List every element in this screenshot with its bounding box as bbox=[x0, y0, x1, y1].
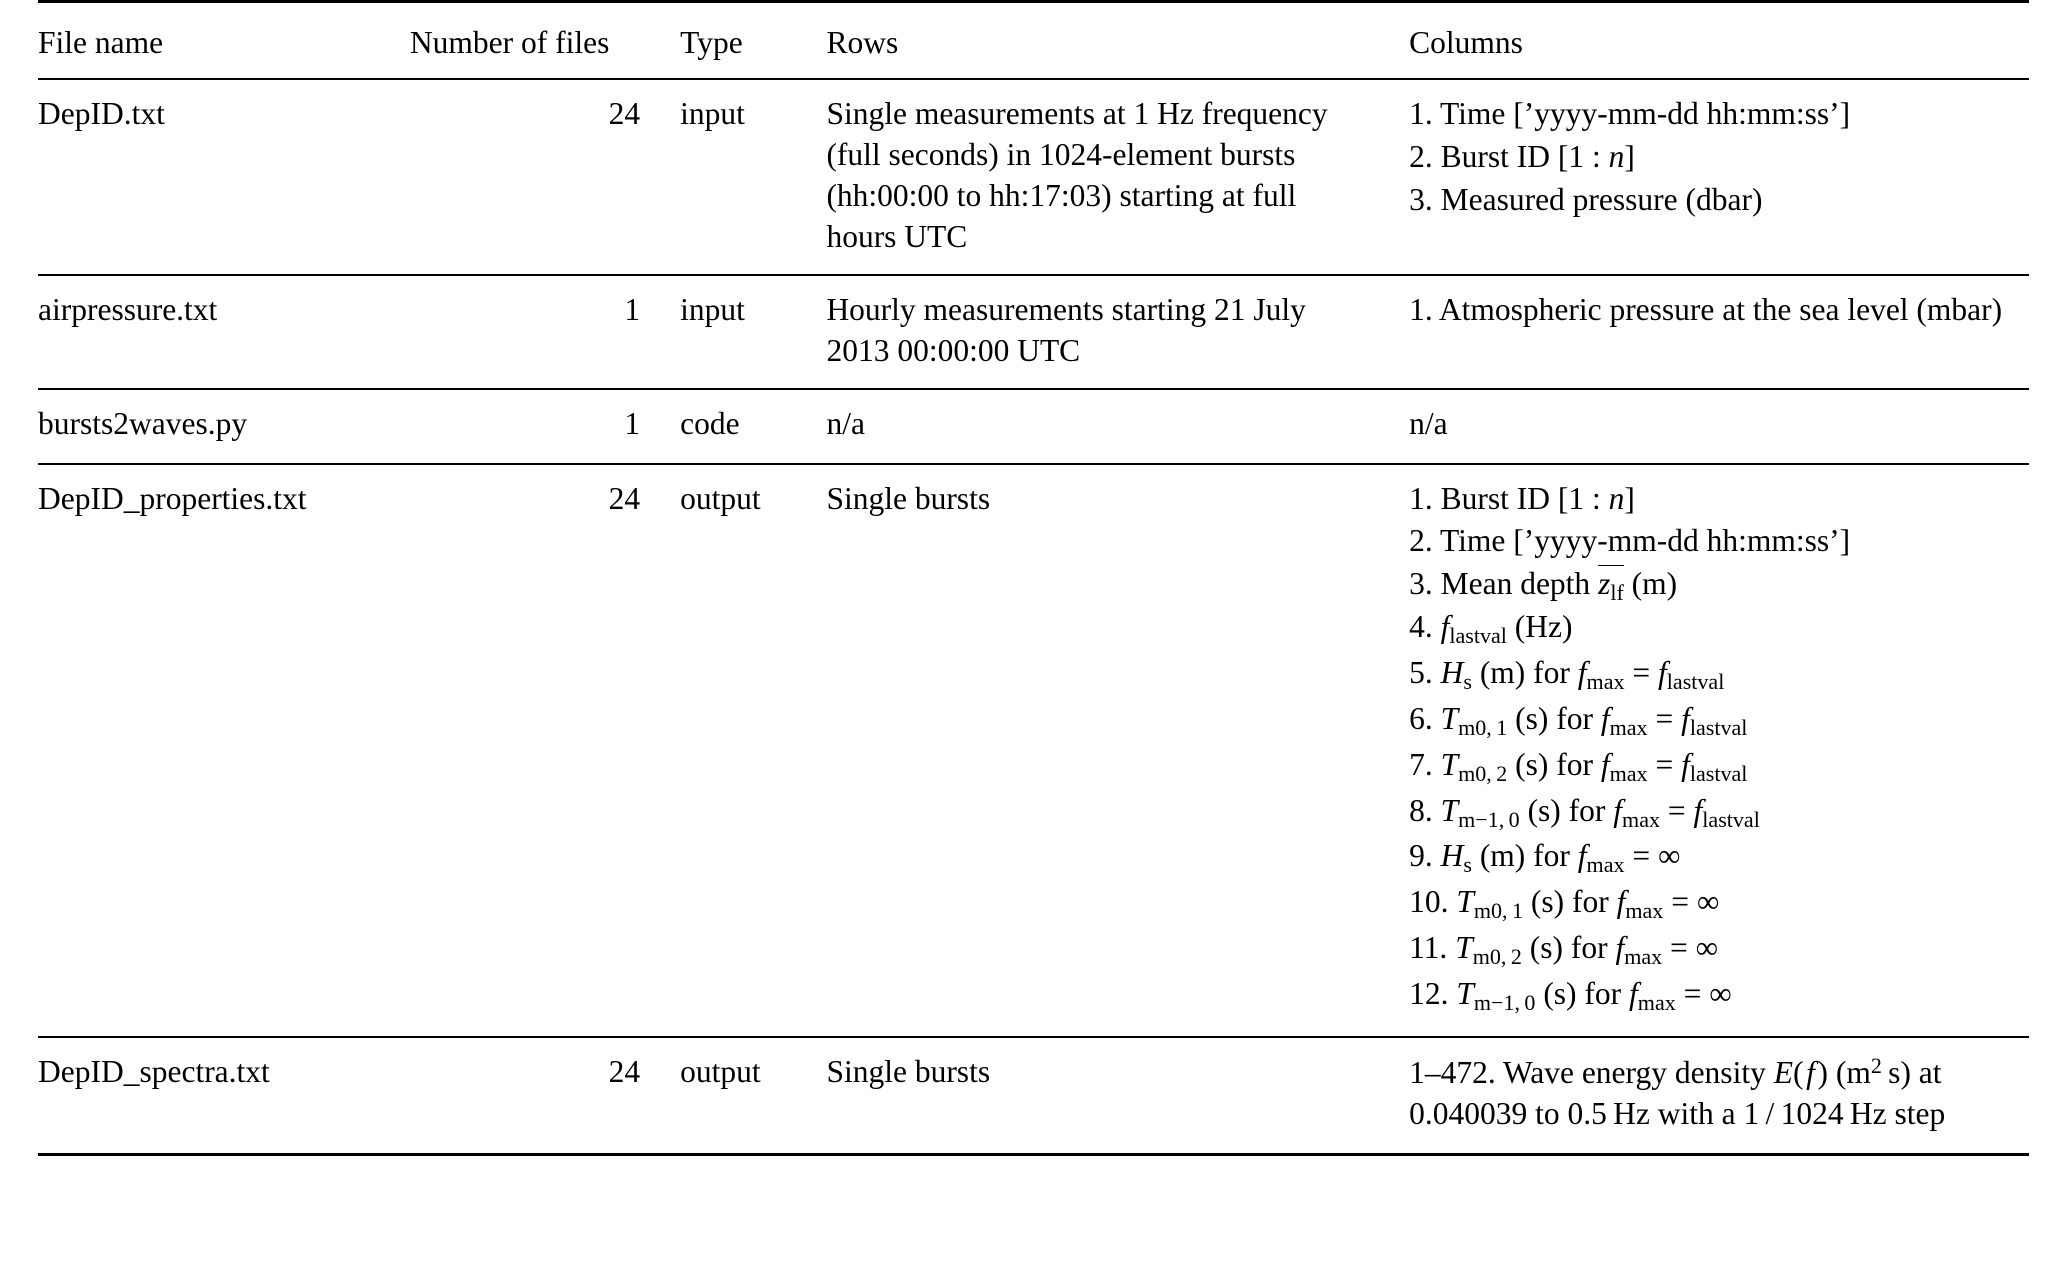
list-item: 2. Time [’yyyy-mm-dd hh:mm:ss’] bbox=[1409, 523, 1851, 559]
columns-list bbox=[1409, 1052, 2029, 1137]
cell-rows-text: Single measurements at 1 Hz frequency (full seconds) in 1024-element bursts (hh:00:00 to hh:17:03) starting at full hours UTC bbox=[826, 95, 1328, 254]
file-description-table bbox=[38, 0, 2029, 1156]
list-item: 1. Time [’yyyy-mm-dd hh:mm:ss’] bbox=[1409, 95, 1851, 131]
cell-file-name: DepID.txt bbox=[38, 95, 165, 131]
table-row bbox=[38, 464, 2029, 1037]
cell-type: input bbox=[680, 95, 745, 131]
table-row bbox=[38, 79, 2029, 275]
cell-number-of-files: 1 bbox=[410, 275, 680, 389]
cell-number-of-files: 24 bbox=[608, 95, 641, 131]
table-row bbox=[38, 1037, 2029, 1154]
list-item: 3. Measured pressure (dbar) bbox=[1409, 181, 1763, 217]
list-item: 6. $T_{m0, 1}$ (s) for $f_{max} = f_{lastval}$ bbox=[1409, 700, 1748, 741]
cell-number-of-files: 24 bbox=[410, 1037, 680, 1154]
cell-rows: Single bursts bbox=[826, 1037, 1409, 1154]
column-header-file-name: File name bbox=[38, 3, 410, 79]
cell-columns bbox=[1409, 464, 2029, 1037]
cell-rows bbox=[826, 275, 1409, 389]
table-bottom-rule bbox=[38, 1154, 2029, 1156]
cell-type: code bbox=[680, 389, 826, 464]
list-item: 1–472. Wave energy density E( f ) ($m^2$ s) at 0.040039 to 0.5 Hz with a 1 / 1024 Hz step bbox=[1409, 1052, 1946, 1131]
list-item: 4. $f_{lastval}$ (Hz) bbox=[1409, 609, 1573, 649]
cell-file-name: airpressure.txt bbox=[38, 275, 410, 389]
list-item: 5. $H_s$ (m) for $f_{max} = f_{lastval}$ bbox=[1409, 655, 1725, 695]
column-header-number-of-files: Number of files bbox=[410, 3, 680, 79]
columns-list bbox=[1409, 94, 2029, 223]
list-item: n/a bbox=[1409, 405, 1448, 441]
cell-rows-text: Hourly measurements starting 21 July 2013 00:00:00 UTC bbox=[826, 291, 1306, 368]
cell-columns bbox=[1409, 389, 2029, 464]
cell-file-name: DepID_properties.txt bbox=[38, 464, 410, 1037]
column-header-rows: Rows bbox=[826, 3, 1409, 79]
columns-list bbox=[1409, 404, 2029, 447]
table-header-row bbox=[38, 3, 2029, 79]
table-row bbox=[38, 389, 2029, 464]
list-item: 10. $T_{m0, 1}$ (s) for $f_{max}$ = ∞ bbox=[1409, 884, 1720, 924]
cell-file-name: DepID_spectra.txt bbox=[38, 1037, 410, 1154]
list-item: 8. $T_{m-1, 0}$ (s) for $f_{max} = f_{lastval}$ bbox=[1409, 792, 1760, 832]
cell-type: output bbox=[680, 1037, 826, 1154]
cell-columns bbox=[1409, 1037, 2029, 1154]
cell-file-name: bursts2waves.py bbox=[38, 389, 410, 464]
list-item: 9. $H_s$ (m) for $f_{max}$ = ∞ bbox=[1409, 838, 1681, 878]
table-row bbox=[38, 275, 2029, 389]
cell-rows: Single bursts bbox=[826, 464, 1409, 1037]
column-header-columns: Columns bbox=[1409, 3, 2029, 79]
cell-number-of-files: 24 bbox=[410, 464, 680, 1037]
columns-list bbox=[1409, 479, 2029, 1020]
cell-columns bbox=[1409, 275, 2029, 389]
cell-rows: n/a bbox=[826, 389, 1409, 464]
list-item: 7. $T_{m0, 2}$ (s) for $f_{max} = f_{lastval}$ bbox=[1409, 746, 1748, 786]
cell-type: input bbox=[680, 275, 826, 389]
list-item: 1. Burst ID [1 : n] bbox=[1409, 480, 1635, 516]
cell-number-of-files: 1 bbox=[410, 389, 680, 464]
cell-columns bbox=[1409, 79, 2029, 275]
list-item: 3. Mean depth $z_{lf}$ (m) bbox=[1409, 566, 1678, 606]
list-item: 2. Burst ID [1 : n] bbox=[1409, 138, 1635, 174]
column-header-type: Type bbox=[680, 3, 826, 79]
list-item: 12. $T_{m-1, 0}$ (s) for $f_{max}$ = ∞ bbox=[1409, 975, 1732, 1016]
columns-list bbox=[1409, 290, 2029, 333]
cell-type: output bbox=[680, 464, 826, 1037]
list-item: 11. $T_{m0, 2}$ (s) for $f_{max}$ = ∞ bbox=[1409, 930, 1719, 970]
list-item: 1. Atmospheric pressure at the sea level (mbar) bbox=[1409, 291, 2003, 327]
cell-rows bbox=[826, 79, 1409, 275]
